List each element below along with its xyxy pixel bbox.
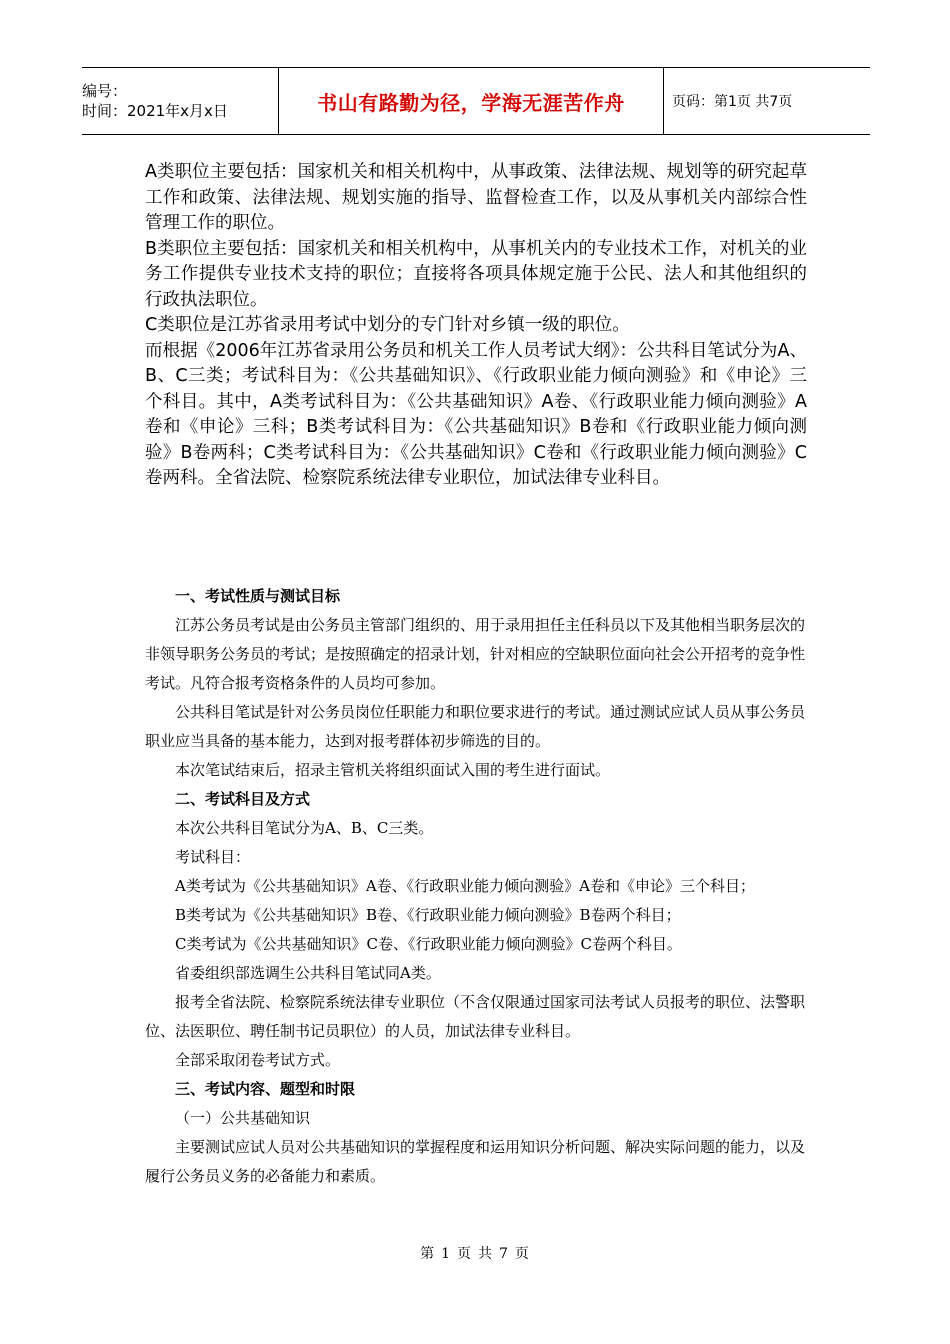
footer-ye: 页	[457, 1246, 472, 1262]
paragraph: C类考试为《公共基础知识》C卷、《行政职业能力倾向测验》C卷两个科目。	[175, 935, 682, 953]
intro-paragraph-c: C类职位是江苏省录用考试中划分的专门针对乡镇一级的职位。	[145, 315, 630, 335]
header-meta	[82, 68, 279, 135]
paragraph: 主要测试应试人员对公共基础知识的掌握程度和运用知识分析问题、解决实际问题的能力，以及履行公务员义务的必备能力和素质。	[145, 1138, 806, 1185]
intro-paragraph-b: B类职位主要包括：国家机关和相关机构中，从事机关内的专业技术工作，对机关的业务工作提供专业技术支持的职位；直接将各项具体规定施于公民、法人和其他组织的行政执法职位。	[145, 238, 807, 310]
paragraph: 全部采取闭卷考试方式。	[175, 1051, 341, 1069]
section-heading-2: 二、考试科目及方式	[175, 790, 311, 808]
document-number-label: 编号：	[82, 82, 128, 100]
paragraph: 本次笔试结束后，招录主管机关将组织面试入围的考生进行面试。	[175, 761, 611, 779]
intro-section	[145, 160, 807, 492]
header-page-info: 页码：第1页 共7页	[664, 68, 871, 135]
paragraph: 公共科目笔试是针对公务员岗位任职能力和职位要求进行的考试。通过测试应试人员从事公务员职业应当具备的基本能力，达到对报考群体初步筛选的目的。	[145, 703, 806, 750]
paragraph: 本次公共科目笔试分为A、B、C三类。	[175, 819, 434, 837]
main-body	[145, 582, 805, 1191]
page-footer	[0, 1243, 950, 1263]
intro-paragraph-syllabus: 而根据《2006年江苏省录用公务员和机关工作人员考试大纲》：公共科目笔试分为A、B、C三类；考试科目为：《公共基础知识》、《行政职业能力倾向测验》和《申论》三个科目。其中，A类考试科目为：《公共基础知识》A卷、《行政职业能力倾向测验》A卷和《申论》三科；B类考试科目为：《公共基础知识》B卷和《行政职业能力倾向测验》B卷两科；C类考试科目为：《公共基础知识》C卷和《行政职业能力倾向测验》C卷两科。全省法院、检察院系统法律专业职位，加试法律专业科目。	[145, 340, 807, 488]
intro-paragraph-a: A类职位主要包括：国家机关和相关机构中，从事政策、法律法规、规划等的研究起草工作和政策、法律法规、规划实施的指导、监督检查工作，以及从事机关内部综合性管理工作的职位。	[145, 162, 807, 233]
document-header	[82, 67, 870, 135]
subsection-heading: （一）公共基础知识	[175, 1109, 311, 1127]
paragraph: A类考试为《公共基础知识》A卷、《行政职业能力倾向测验》A卷和《申论》三个科目；	[175, 877, 756, 895]
paragraph: B类考试为《公共基础知识》B卷、《行政职业能力倾向测验》B卷两个科目；	[175, 906, 681, 924]
paragraph: 考试科目：	[175, 848, 251, 866]
section-heading-3: 三、考试内容、题型和时限	[175, 1080, 356, 1098]
footer-page-number: 1	[441, 1246, 451, 1262]
paragraph: 报考全省法院、检察院系统法律专业职位（不含仅限通过国家司法考试人员报考的职位、法警职位、法医职位、聘任制书记员职位）的人员，加试法律专业科目。	[145, 993, 806, 1040]
footer-total-pages: 7	[499, 1246, 509, 1262]
footer-gong: 共	[478, 1246, 493, 1262]
paragraph: 省委组织部选调生公共科目笔试同A类。	[175, 964, 441, 982]
section-heading-1: 一、考试性质与测试目标	[175, 587, 341, 605]
paragraph: 江苏公务员考试是由公务员主管部门组织的、用于录用担任主任科员以下及其他相当职务层次的非领导职务公务员的考试；是按照确定的招录计划，针对相应的空缺职位面向社会公开招考的竞争性考试。凡符合报考资格条件的人员均可参加。	[145, 616, 806, 692]
document-date: 时间：2021年x月x日	[82, 102, 228, 120]
header-motto: 书山有路勤为径，学海无涯苦作舟	[279, 68, 664, 135]
footer-di: 第	[420, 1246, 436, 1262]
footer-ye2: 页	[514, 1246, 530, 1262]
